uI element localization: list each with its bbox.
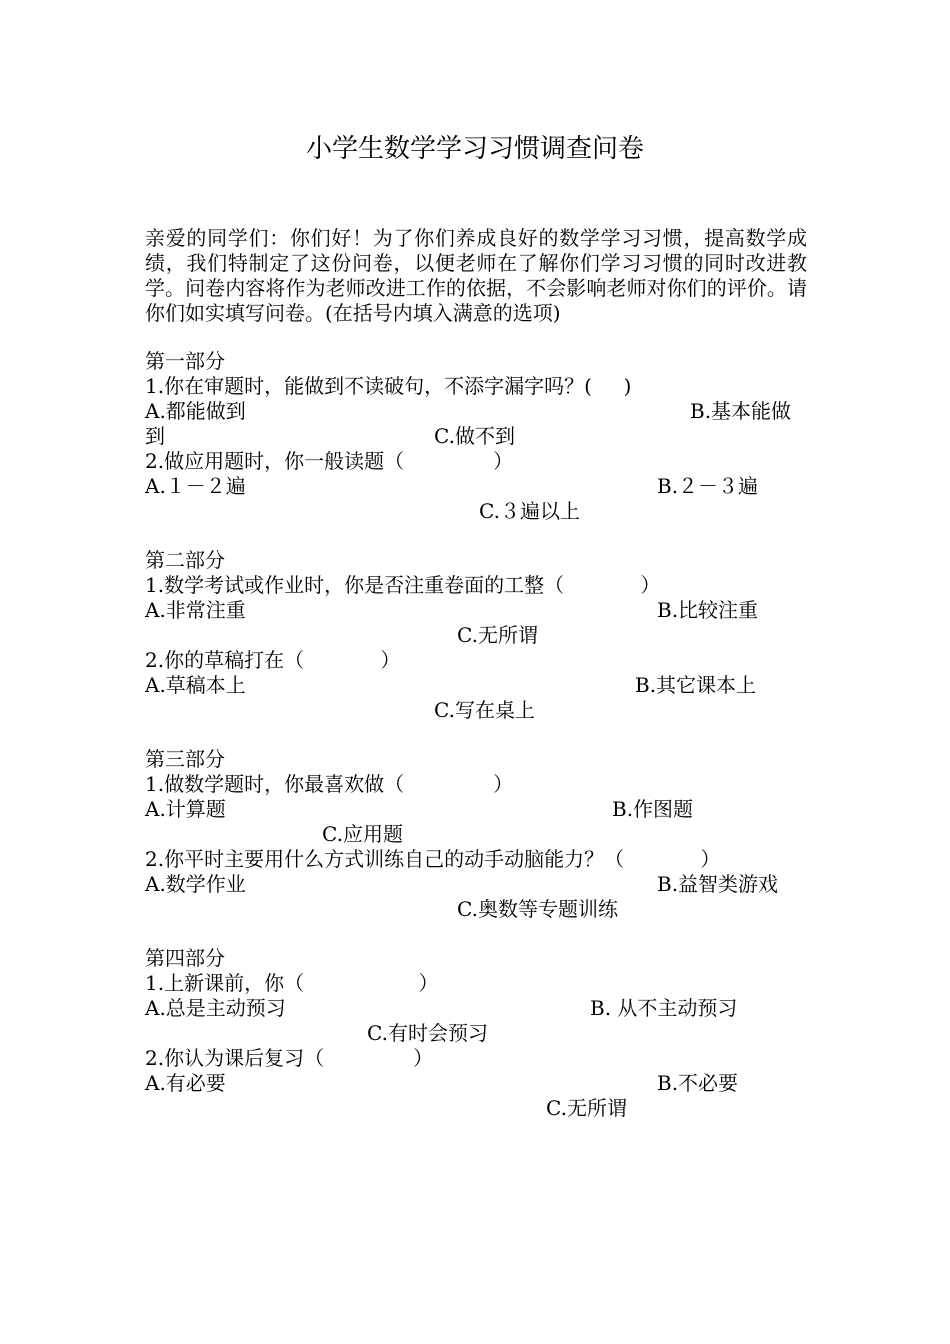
s1-q1-text: 1.你在审题时，能做到不读破句，不添字漏字吗？( ) (145, 374, 632, 398)
s1-q1-option-b-wrap: 到 (145, 424, 165, 448)
section-3-heading: 第三部分 (145, 747, 225, 771)
s4-q1-option-b: B. 从不主动预习 (590, 996, 738, 1020)
s1-q2-option-a: A.１－２遍 (145, 474, 246, 498)
s3-q1-text: 1.做数学题时，你最喜欢做（ ） (145, 772, 514, 796)
s4-q1-text: 1.上新课前，你（ ） (145, 971, 439, 995)
s2-q2-option-b: B.其它课本上 (635, 673, 757, 697)
s4-q1-option-c: C.有时会预习 (367, 1021, 488, 1045)
s3-q1-option-b: B.作图题 (612, 797, 694, 821)
section-4-heading: 第四部分 (145, 946, 225, 970)
section-2-heading: 第二部分 (145, 548, 225, 572)
intro-paragraph: 亲爱的同学们：你们好！为了你们养成良好的数学学习习惯，提高数学成绩，我们特制定了这份问卷，以便老师在了解你们学习习惯的同时改进教学。问卷内容将作为老师改进工作的依据，不会影响老师对你们的评价。请你们如实填写问卷。(在括号内填入满意的选项) (145, 226, 807, 325)
s1-q2-option-b: B.２－３遍 (657, 474, 759, 498)
s1-q1-option-c: C.做不到 (434, 424, 515, 448)
s3-q2-option-b: B.益智类游戏 (657, 872, 779, 896)
s2-q2-option-c: C.写在桌上 (434, 698, 535, 722)
s1-q1-option-a: A.都能做到 (145, 399, 246, 423)
document-title: 小学生数学学习习惯调查问卷 (305, 134, 644, 164)
s4-q2-option-a: A.有必要 (145, 1071, 226, 1095)
s3-q1-option-c: C.应用题 (322, 822, 403, 846)
s2-q1-option-a: A.非常注重 (145, 598, 246, 622)
s3-q2-text: 2.你平时主要用什么方式训练自己的动手动脑能力？（ ） (145, 847, 721, 871)
s1-q2-text: 2.做应用题时，你一般读题（ ） (145, 449, 514, 473)
s4-q1-option-a: A.总是主动预习 (145, 996, 286, 1020)
s3-q2-option-c: C.奥数等专题训练 (457, 897, 618, 921)
s3-q2-option-a: A.数学作业 (145, 872, 246, 896)
s4-q2-option-b: B.不必要 (657, 1071, 739, 1095)
s4-q2-option-c: C.无所谓 (546, 1096, 627, 1120)
s2-q1-option-c: C.无所谓 (457, 623, 538, 647)
s2-q1-text: 1.数学考试或作业时，你是否注重卷面的工整（ ） (145, 573, 661, 597)
s2-q2-option-a: A.草稿本上 (145, 673, 246, 697)
s1-q2-option-c: C.３遍以上 (479, 499, 580, 523)
s2-q1-option-b: B.比较注重 (657, 598, 759, 622)
s4-q2-text: 2.你认为课后复习（ ） (145, 1046, 434, 1070)
s1-q1-option-b: B.基本能做 (690, 399, 792, 423)
section-1-heading: 第一部分 (145, 349, 225, 373)
s3-q1-option-a: A.计算题 (145, 797, 226, 821)
s2-q2-text: 2.你的草稿打在（ ） (145, 648, 401, 672)
